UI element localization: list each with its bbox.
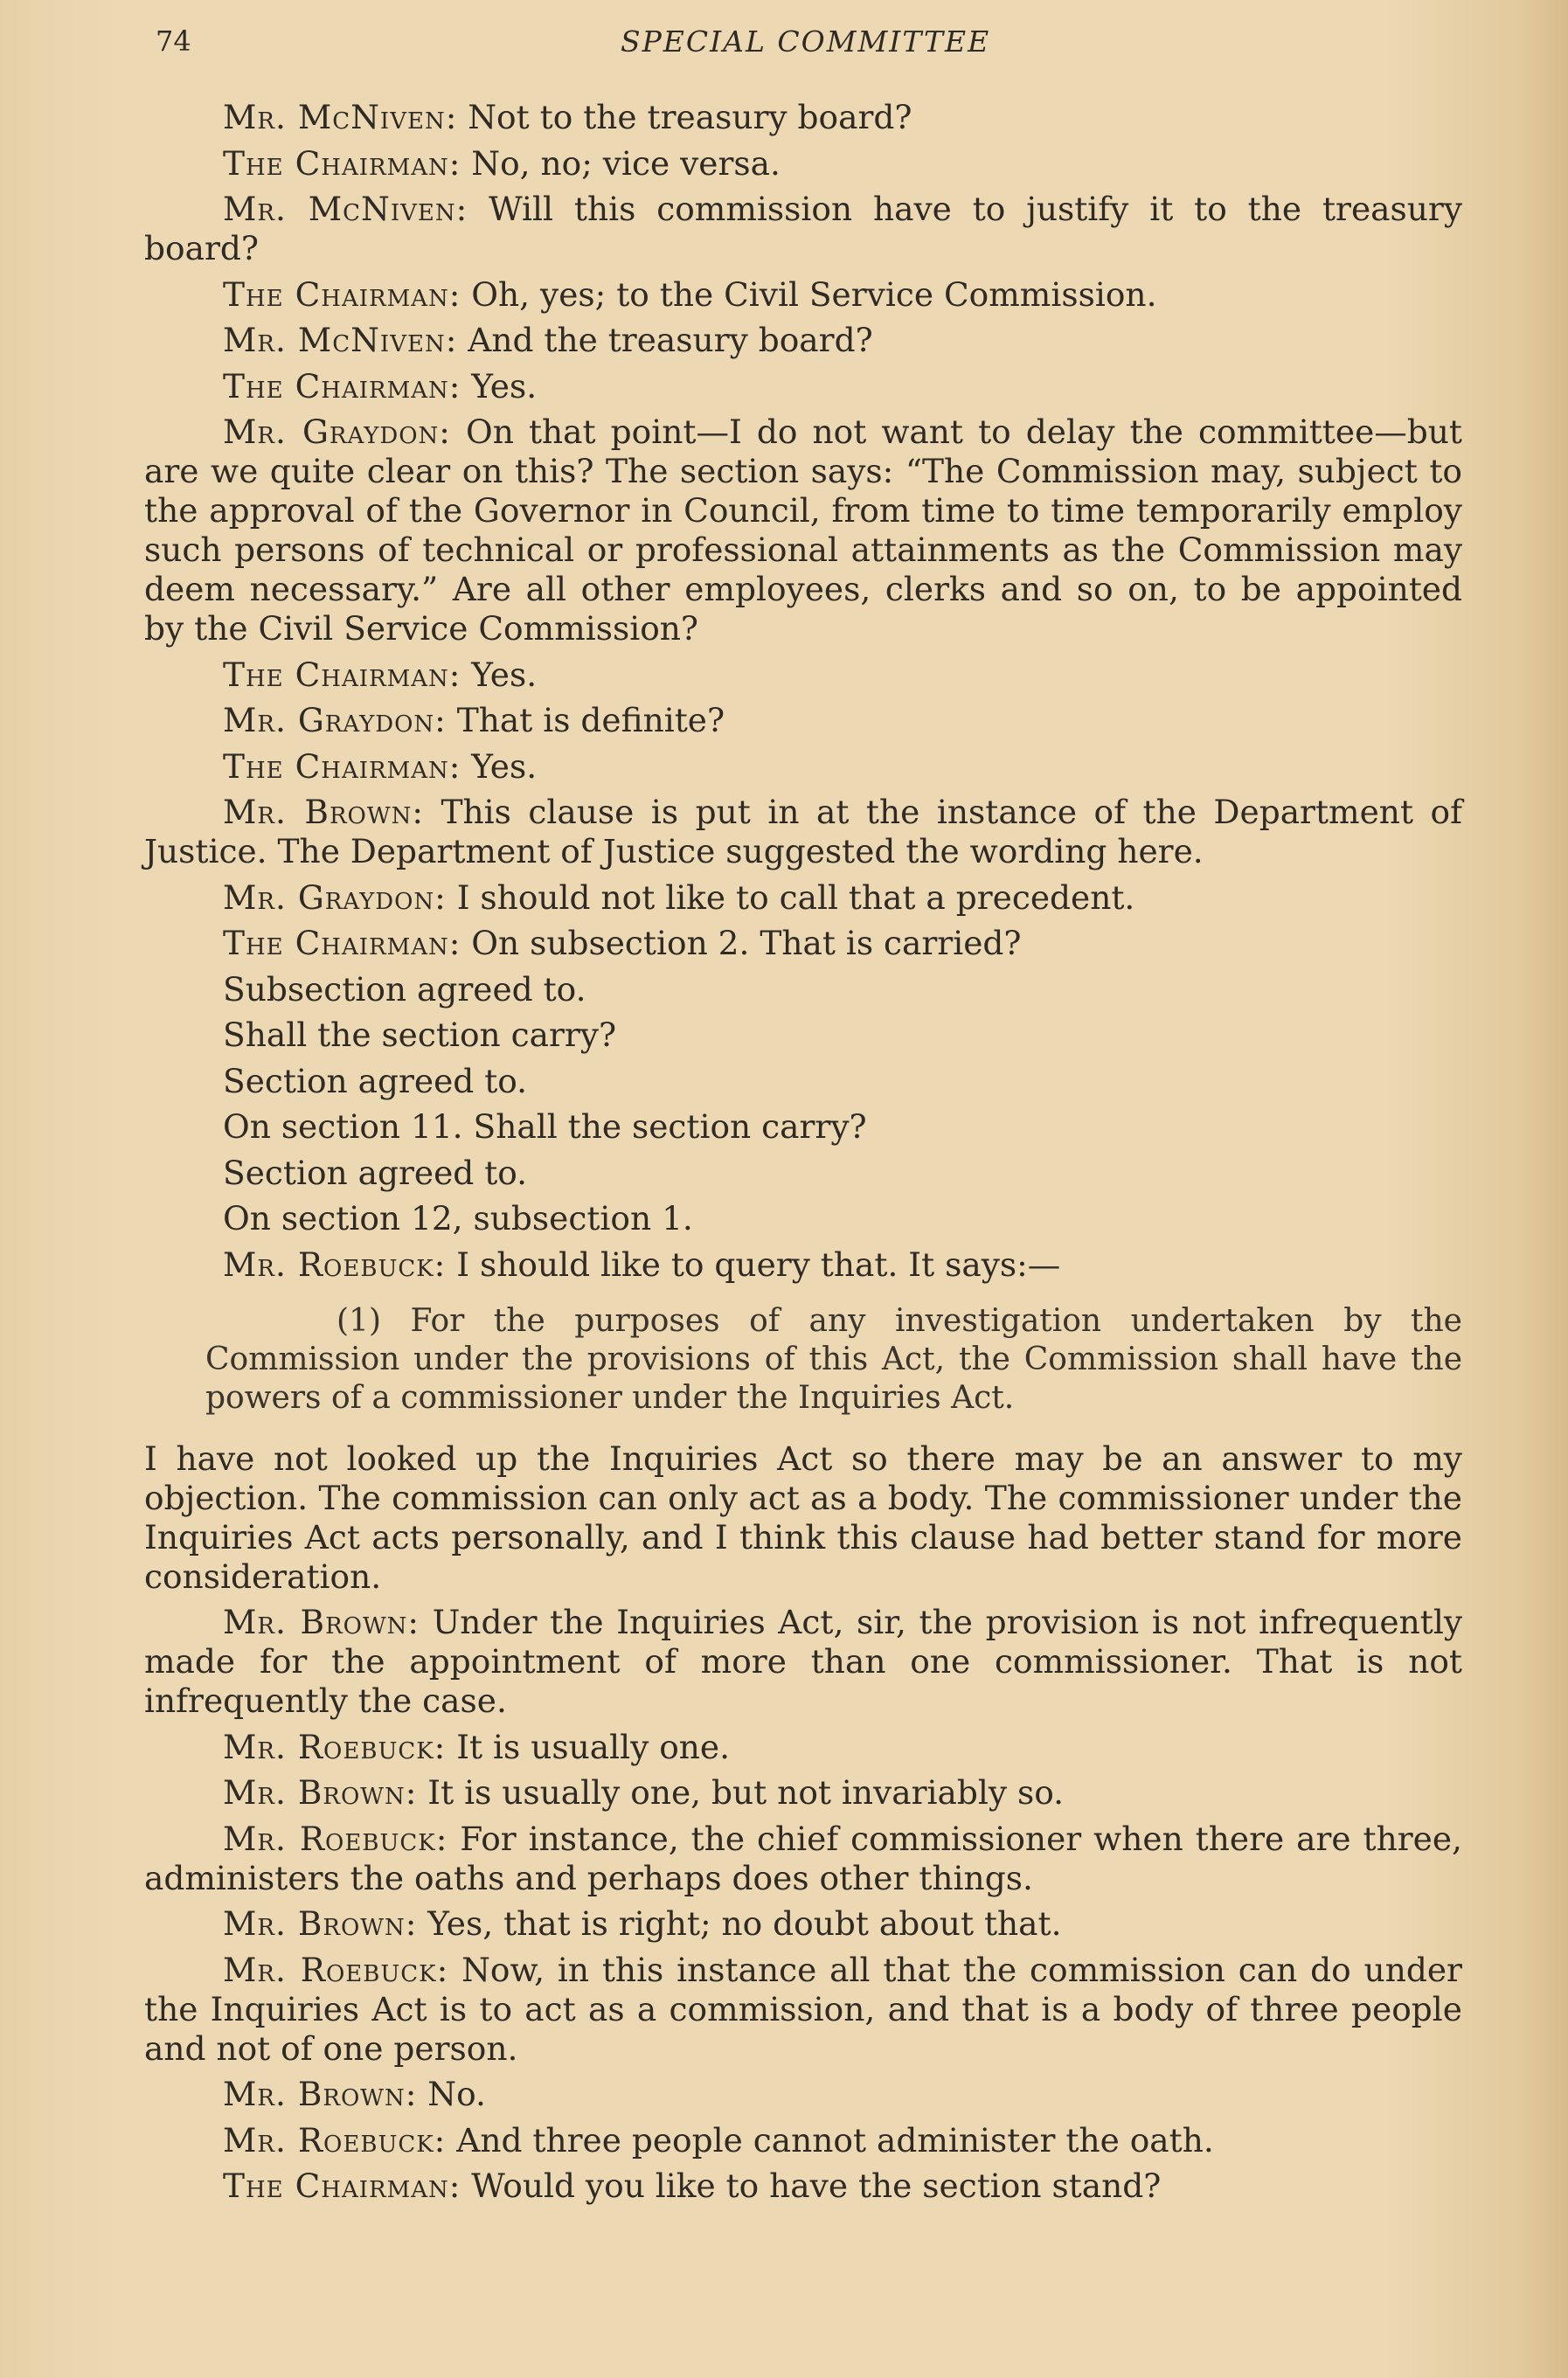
speaker-name: The Chairman: bbox=[223, 366, 461, 406]
speech-text: I should like to query that. It says:— bbox=[446, 1244, 1061, 1284]
transcript-paragraph bbox=[144, 2167, 1462, 2206]
transcript-paragraph bbox=[144, 1199, 1462, 1238]
transcript-paragraph bbox=[144, 321, 1462, 360]
speech-text: Section agreed to. bbox=[223, 1153, 528, 1192]
speaker-name: Mr. Brown: bbox=[223, 2075, 418, 2113]
speech-text: It is usually one. bbox=[446, 1727, 731, 1766]
transcript-paragraph bbox=[144, 1820, 1462, 1898]
transcript-paragraph bbox=[144, 1773, 1462, 1813]
speaker-name: The Chairman: bbox=[223, 143, 461, 183]
speech-text: I should not like to call that a precedent. bbox=[446, 877, 1135, 917]
speaker-name: Mr. McNiven: bbox=[223, 98, 458, 136]
paragraph-group bbox=[144, 1603, 1462, 2206]
speaker-name: Mr. Brown: bbox=[223, 793, 424, 831]
speaker-name: Mr. Brown: bbox=[223, 1773, 418, 1812]
speech-text: Shall the section carry? bbox=[223, 1016, 617, 1054]
transcript-paragraph bbox=[144, 144, 1462, 184]
speech-text: No, no; vice versa. bbox=[461, 143, 781, 183]
paragraph-group bbox=[144, 98, 1462, 1285]
transcript-paragraph bbox=[144, 2075, 1462, 2114]
speech-text: Yes. bbox=[461, 746, 538, 786]
transcript-paragraph bbox=[144, 413, 1462, 648]
speaker-name: The Chairman: bbox=[223, 746, 461, 786]
transcript-paragraph bbox=[144, 275, 1462, 315]
transcript-paragraph bbox=[144, 98, 1462, 137]
speaker-name: Mr. Graydon: bbox=[223, 701, 447, 739]
speaker-name: The Chairman: bbox=[223, 274, 461, 314]
speech-text: On section 11. Shall the section carry? bbox=[223, 1107, 867, 1146]
transcript-paragraph bbox=[144, 1154, 1462, 1193]
transcript-paragraph bbox=[144, 878, 1462, 918]
speaker-name: Mr. Roebuck: bbox=[223, 1950, 449, 1989]
transcript-paragraph bbox=[144, 2121, 1462, 2160]
transcript-paragraph bbox=[144, 1728, 1462, 1767]
page-number: 74 bbox=[156, 24, 191, 58]
speaker-name: Mr. McNiven: bbox=[223, 190, 468, 228]
transcript-paragraph bbox=[144, 970, 1462, 1009]
transcript-paragraph bbox=[144, 701, 1462, 740]
transcript-paragraph bbox=[144, 1603, 1462, 1721]
speech-text: Section agreed to. bbox=[223, 1061, 528, 1100]
speech-text: Under the Inquiries Act, sir, the provision is not infrequently made for the appointment of more than one commissioner. That is not infrequently the case. bbox=[144, 1603, 1463, 1720]
body-text bbox=[144, 98, 1462, 2213]
transcript-paragraph bbox=[144, 747, 1462, 787]
speech-text: On section 12, subsection 1. bbox=[223, 1199, 693, 1238]
speech-text: No. bbox=[417, 2075, 486, 2113]
page-header bbox=[0, 24, 1568, 66]
speech-text: Yes. bbox=[461, 655, 538, 694]
speech-text: Yes, that is right; no doubt about that. bbox=[417, 1904, 1062, 1943]
speaker-name: Mr. Roebuck: bbox=[223, 1819, 448, 1858]
speaker-name: The Chairman: bbox=[223, 924, 461, 962]
transcript-paragraph bbox=[144, 1016, 1462, 1055]
speaker-name: The Chairman: bbox=[223, 655, 461, 694]
speaker-name: Mr. Roebuck: bbox=[223, 2120, 447, 2160]
speech-text: Subsection agreed to. bbox=[223, 969, 586, 1009]
speech-text: And the treasury board? bbox=[457, 321, 873, 359]
speech-text: And three people cannot administer the oath. bbox=[446, 2120, 1214, 2160]
speech-text: Yes. bbox=[461, 366, 538, 406]
speaker-name: The Chairman: bbox=[223, 2167, 461, 2205]
speaker-name: Mr. Roebuck: bbox=[223, 1727, 447, 1766]
speech-text: On subsection 2. That is carried? bbox=[461, 924, 1022, 962]
speaker-name: Mr. Brown: bbox=[223, 1603, 420, 1641]
speaker-name: Mr. Brown: bbox=[223, 1904, 418, 1943]
speech-text: It is usually one, but not invariably so. bbox=[417, 1773, 1065, 1812]
transcript-paragraph bbox=[144, 793, 1462, 871]
speech-text: On that point—I do not want to delay the committee—but are we quite clear on this? The section says: “The Commission may, subject to the approval of the Governor in Council, from time to time temporarily employ such persons of technical or professional attainments as the Commission may deem necessary.” Are all other employees, clerks and so on, to be appointed by the Civil Service Commission? bbox=[144, 413, 1462, 648]
transcript-paragraph bbox=[144, 655, 1462, 695]
transcript-paragraph bbox=[144, 190, 1462, 268]
speaker-name: Mr. Graydon: bbox=[223, 877, 447, 917]
transcript-paragraph bbox=[144, 924, 1462, 963]
speech-text: This clause is put in at the instance of the Department of Justice. The Department of Justice suggested the wording here. bbox=[144, 793, 1462, 870]
transcript-paragraph bbox=[144, 1245, 1462, 1285]
quoted-clause: (1) For the purposes of any investigation undertaken by the Commission under the provisions of this Act, the Commission shall have the powers of a commissioner under the Inquiries Act. bbox=[205, 1302, 1462, 1416]
speaker-name: Mr. Graydon: bbox=[223, 413, 451, 451]
speech-text: Now, in this instance all that the commission can do under the Inquiries Act is to act as a commission, and that is a body of three people and not of one person. bbox=[144, 1950, 1462, 2068]
transcript-paragraph bbox=[144, 1904, 1462, 1944]
speech-text: Will this commission have to justify it to the treasury board? bbox=[144, 190, 1462, 267]
speaker-name: Mr. McNiven: bbox=[223, 321, 458, 359]
speaker-name: Mr. Roebuck: bbox=[223, 1244, 447, 1284]
running-title: SPECIAL COMMITTEE bbox=[621, 24, 991, 59]
continuation-paragraph: I have not looked up the Inquiries Act so there may be an answer to my objection. The commission can only act as a body. The commissioner under the Inquiries Act acts personally, and I think this clause had better stand for more consideration. bbox=[144, 1439, 1462, 1596]
transcript-paragraph bbox=[144, 1062, 1462, 1101]
speech-text: Not to the treasury board? bbox=[457, 98, 912, 136]
transcript-paragraph bbox=[144, 367, 1462, 406]
speech-text: Oh, yes; to the Civil Service Commission. bbox=[461, 274, 1157, 314]
speech-text: For instance, the chief commissioner when there are three, administers the oaths and perhaps does other things. bbox=[144, 1819, 1462, 1897]
transcript-paragraph bbox=[144, 1951, 1462, 2069]
transcript-paragraph bbox=[144, 1107, 1462, 1147]
speech-text: Would you like to have the section stand? bbox=[461, 2167, 1162, 2205]
speech-text: That is definite? bbox=[446, 701, 725, 739]
